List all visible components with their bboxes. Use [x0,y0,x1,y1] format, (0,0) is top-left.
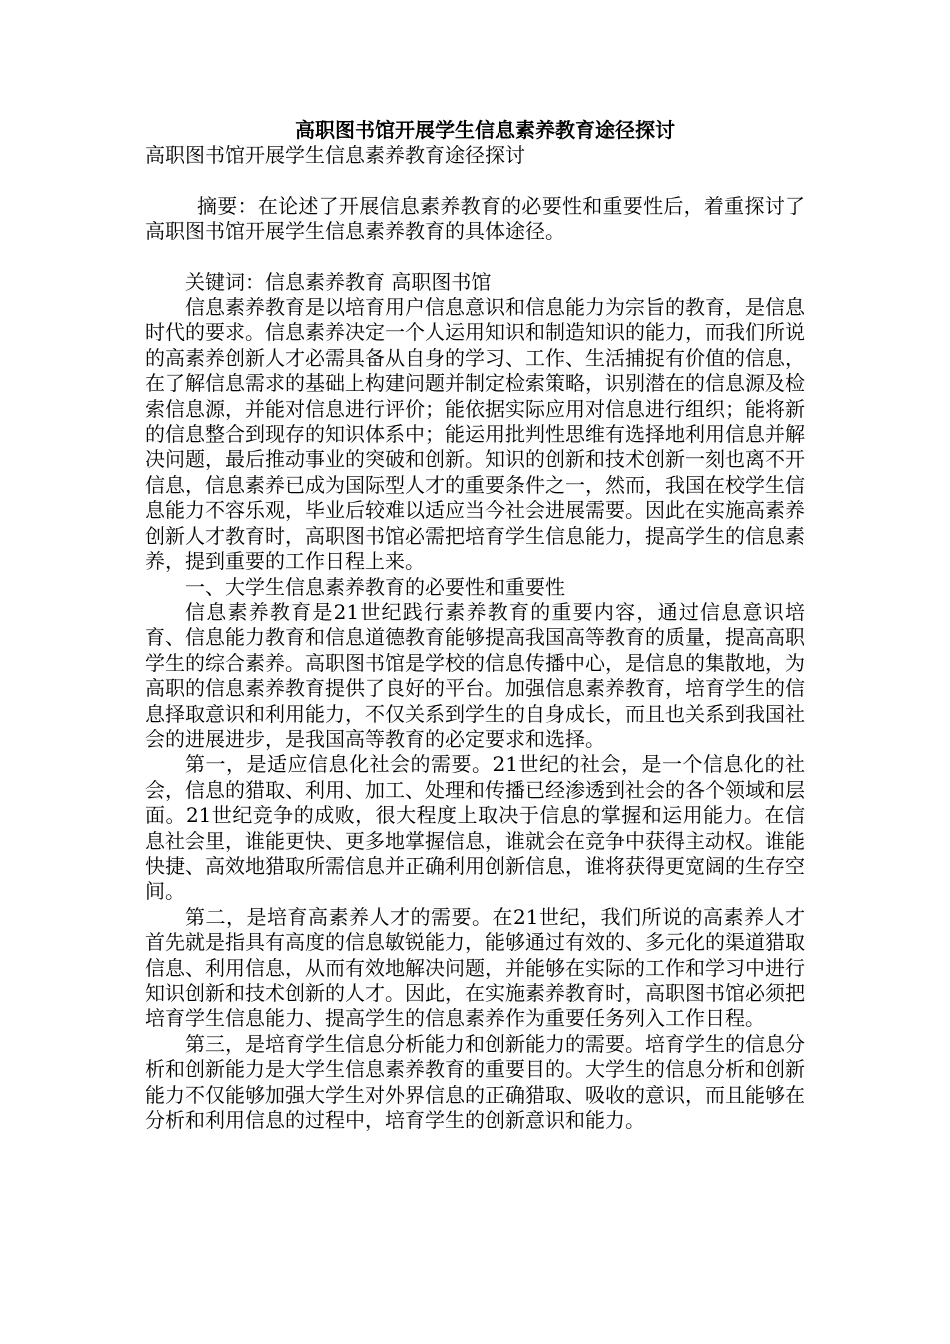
paragraph: 第一，是适应信息化社会的需要。21世纪的社会，是一个信息化的社会，信息的猎取、利用、加工、处理和传播已经渗透到社会的各个领域和层面。21世纪竞争的成败，很大程度上取决于信息的掌握和运用能力。在信息社会里，谁能更快、更多地掌握信息，谁就会在竞争中获得主动权。谁能快捷、高效地猎取所需信息并正确利用创新信息，谁将获得更宽阔的生存空间。 [145,752,805,904]
document-subtitle: 高职图书馆开展学生信息素养教育途径探讨 [145,143,525,168]
keywords: 关键词：信息素养教育 高职图书馆 [185,269,492,294]
paragraph: 第三，是培育学生信息分析能力和创新能力的需要。培育学生的信息分析和创新能力是大学生信息素养教育的重要目的。大学生的信息分析和创新能力不仅能够加强大学生对外界信息的正确猎取、吸收的意识，而且能够在分析和利用信息的过程中，培育学生的创新意识和能力。 [145,1031,805,1133]
spacer [145,169,805,194]
paragraph: 信息素养教育是21世纪践行素养教育的重要内容，通过信息意识培育、信息能力教育和信息道德教育能够提高我国高等教育的质量，提高高职学生的综合素养。高职图书馆是学校的信息传播中心，是信息的集散地，为高职的信息素养教育提供了良好的平台。加强信息素养教育，培育学生的信息择取意识和利用能力，不仅关系到学生的自身成长，而且也关系到我国社会的进展进步，是我国高等教育的必定要求和选择。 [145,599,805,751]
abstract: 摘要：在论述了开展信息素养教育的必要性和重要性后，着重探讨了高职图书馆开展学生信息素养教育的具体途径。 [145,193,805,244]
paragraph: 第二，是培育高素养人才的需要。在21世纪，我们所说的高素养人才首先就是指具有高度的信息敏锐能力，能够通过有效的、多元化的渠道猎取信息、利用信息，从而有效地解决问题，并能够在实际的工作和学习中进行知识创新和技术创新的人才。因此，在实施素养教育时，高职图书馆必须把培育学生信息能力、提高学生的信息素养作为重要任务列入工作日程。 [145,904,805,1031]
document-body [145,118,805,1133]
paragraph: 信息素养教育是以培育用户信息意识和信息能力为宗旨的教育，是信息时代的要求。信息素养决定一个人运用知识和制造知识的能力，而我们所说的高素养创新人才必需具备从自身的学习、工作、生活捕捉有价值的信息，在了解信息需求的基础上构建问题并制定检索策略，识别潜在的信息源及检索信息源，并能对信息进行评价；能依据实际应用对信息进行组织；能将新的信息整合到现存的知识体系中；能运用批判性思维有选择地利用信息并解决问题，最后推动事业的突破和创新。知识的创新和技术创新一刻也离不开信息，信息素养已成为国际型人才的重要条件之一，然而，我国在校学生信息能力不容乐观，毕业后较难以适应当今社会进展需要。因此在实施高素养创新人才教育时，高职图书馆必需把培育学生信息能力，提高学生的信息素养，提到重要的工作日程上来。 [145,295,805,574]
section-heading: 一、大学生信息素养教育的必要性和重要性 [185,574,565,599]
spacer [145,245,805,270]
document-title: 高职图书馆开展学生信息素养教育途径探讨 [295,118,675,142]
